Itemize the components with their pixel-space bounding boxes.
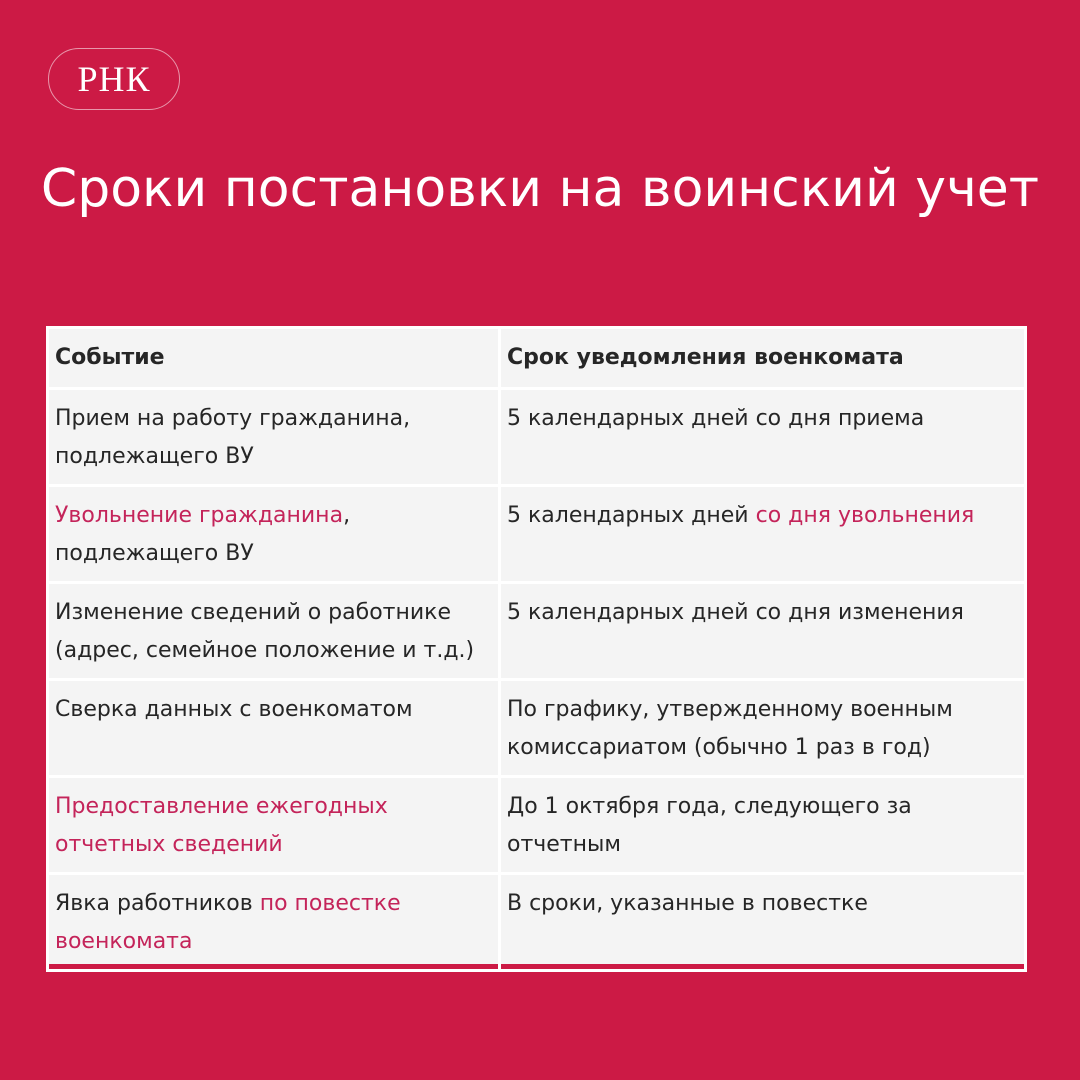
page-title: Сроки постановки на воинский учет (40, 159, 1040, 219)
deadline-cell (500, 389, 1026, 486)
table-row (48, 486, 1026, 583)
table-row (48, 777, 1026, 874)
brand-logo (48, 48, 180, 110)
cell-text: 5 календарных дней (507, 503, 756, 528)
event-cell (48, 389, 500, 486)
deadlines-table (46, 326, 1027, 972)
deadline-cell (500, 777, 1026, 874)
event-cell (48, 486, 500, 583)
highlighted-text: Увольнение гражданина (55, 503, 344, 528)
table-row (48, 680, 1026, 777)
deadline-cell (500, 486, 1026, 583)
header-event: Событие (48, 328, 500, 389)
deadline-cell (500, 874, 1026, 971)
table-row (48, 583, 1026, 680)
highlighted-text: Предоставление ежегодных отчетных сведений (55, 794, 388, 857)
cell-text: Сверка данных с военкоматом (55, 697, 413, 722)
table-header-row (48, 328, 1026, 389)
cell-text: , подлежащего ВУ (55, 503, 351, 566)
event-cell (48, 583, 500, 680)
cell-text: 5 календарных дней со дня изменения (507, 600, 964, 625)
header-deadline: Срок уведомления военкомата (500, 328, 1026, 389)
table-body (48, 389, 1026, 971)
brand-logo-text: РНК (77, 59, 151, 99)
cell-text: В сроки, указанные в повестке (507, 891, 868, 916)
cell-text: До 1 октября года, следующего за отчетным (507, 794, 912, 857)
table-row (48, 874, 1026, 971)
deadline-cell (500, 583, 1026, 680)
highlighted-text: по повестке военкомата (55, 891, 401, 954)
table-row (48, 389, 1026, 486)
deadlines-table-container (46, 326, 1024, 964)
event-cell (48, 777, 500, 874)
deadline-cell (500, 680, 1026, 777)
cell-text: По графику, утвержденному военным комиссариатом (обычно 1 раз в год) (507, 697, 953, 760)
cell-text: Прием на работу гражданина, подлежащего ВУ (55, 406, 411, 469)
event-cell (48, 874, 500, 971)
cell-text: Изменение сведений о работнике (адрес, семейное положение и т.д.) (55, 600, 475, 663)
highlighted-text: со дня увольнения (755, 503, 975, 528)
cell-text: Явка работников (55, 891, 260, 916)
cell-text: 5 календарных дней со дня приема (507, 406, 925, 431)
event-cell (48, 680, 500, 777)
